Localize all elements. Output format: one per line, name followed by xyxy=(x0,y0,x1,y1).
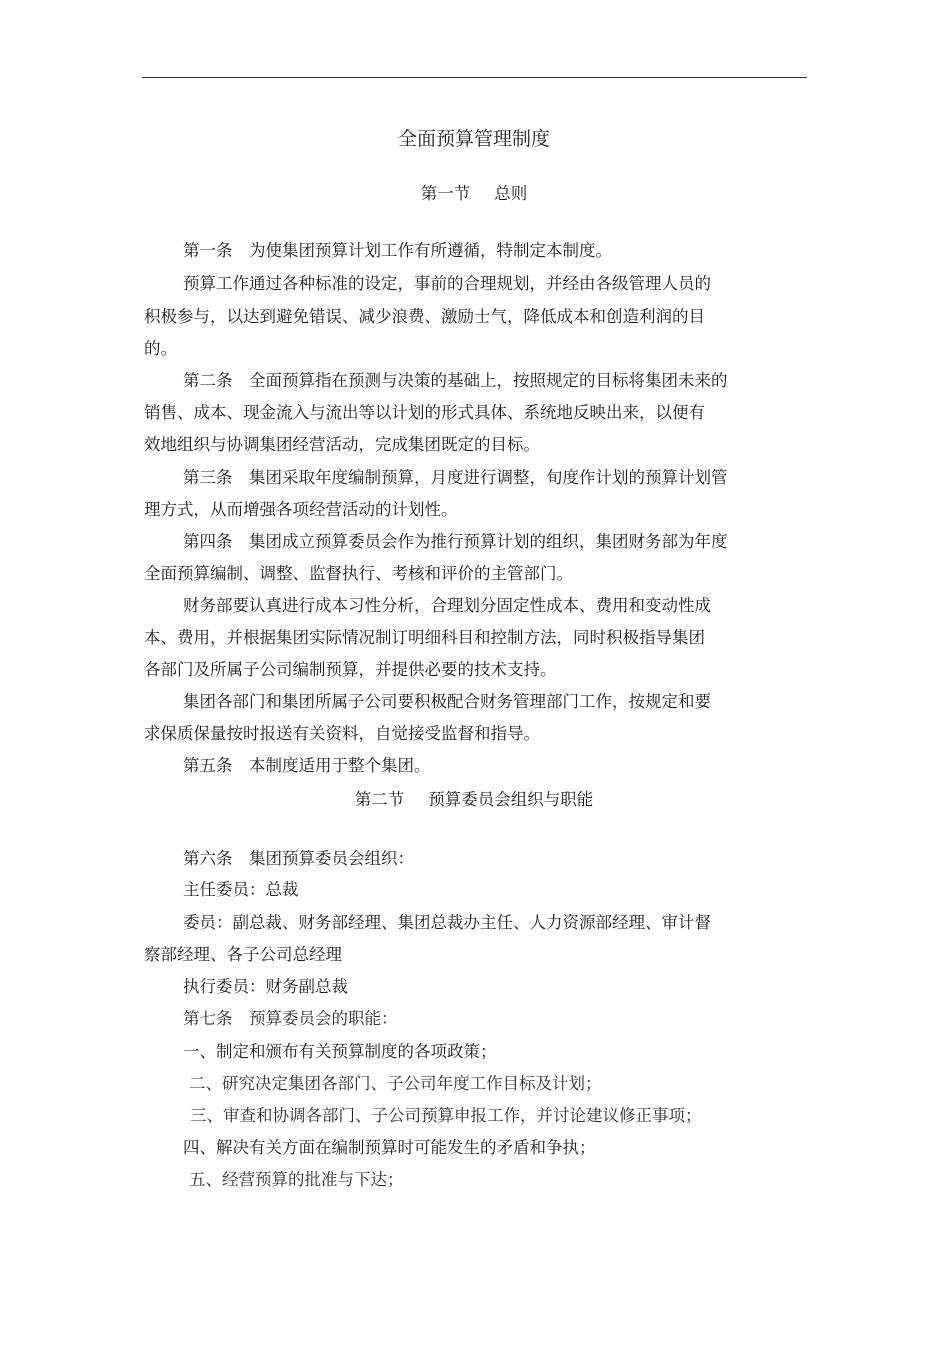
paragraph-line: 第五条 本制度适用于整个集团。 xyxy=(183,756,431,775)
document-title: 全面预算管理制度 xyxy=(397,128,550,150)
paragraph-line: 效地组织与协调集团经营活动，完成集团既定的目标。 xyxy=(144,435,540,454)
section-heading-2 xyxy=(144,789,804,811)
paragraph-line: 销售、成本、现金流入与流出等以计划的形式具体、系统地反映出来，以便有 xyxy=(144,403,705,422)
section-heading-1 xyxy=(144,183,804,205)
paragraph-line: 第二条 全面预算指在预测与决策的基础上，按照规定的目标将集团未来的 xyxy=(183,371,728,390)
list-item: 三、审查和协调各部门、子公司预算申报工作，并讨论建议修正事项； xyxy=(190,1106,702,1125)
paragraph-line: 第三条 集团采取年度编制预算，月度进行调整，旬度作计划的预算计划管 xyxy=(183,468,728,487)
paragraph-line: 全面预算编制、调整、监督执行、考核和评价的主管部门。 xyxy=(144,564,573,583)
section-number: 第一节 xyxy=(420,184,471,203)
paragraph-line: 预算工作通过各种标准的设定，事前的合理规划，并经由各级管理人员的 xyxy=(183,274,711,293)
header-rule xyxy=(142,77,807,78)
paragraph-line: 积极参与，以达到避免错误、减少浪费、激励士气，降低成本和创造利润的目 xyxy=(144,307,705,326)
paragraph-line: 本、费用，并根据集团实际情况制订明细科目和控制方法，同时积极指导集团 xyxy=(144,628,705,647)
paragraph-line: 第七条 预算委员会的职能： xyxy=(183,1009,398,1028)
list-item: 二、研究决定集团各部门、子公司年度工作目标及计划； xyxy=(189,1074,602,1093)
paragraph-line: 第六条 集团预算委员会组织： xyxy=(183,849,414,868)
paragraph-line: 第一条 为使集团预算计划工作有所遵循，特制定本制度。 xyxy=(183,241,612,260)
paragraph-line: 委员：副总裁、财务部经理、集团总裁办主任、人力资源部经理、审计督 xyxy=(183,913,711,932)
section-number: 第二节 xyxy=(354,790,405,809)
paragraph-line: 求保质保量按时报送有关资料，自觉接受监督和指导。 xyxy=(144,724,540,743)
paragraph-line: 执行委员：财务副总裁 xyxy=(183,977,348,996)
section-name: 总则 xyxy=(494,184,528,203)
paragraph-line: 主任委员：总裁 xyxy=(183,880,299,899)
list-item: 一、制定和颁布有关预算制度的各项政策； xyxy=(183,1042,497,1061)
paragraph-line: 察部经理、各子公司总经理 xyxy=(144,945,342,964)
paragraph-line: 的。 xyxy=(144,339,177,358)
list-item: 四、解决有关方面在编制预算时可能发生的矛盾和争执； xyxy=(183,1138,596,1157)
paragraph-line: 集团各部门和集团所属子公司要积极配合财务管理部门工作，按规定和要 xyxy=(183,692,711,711)
section-name: 预算委员会组织与职能 xyxy=(428,790,594,809)
paragraph-line: 财务部要认真进行成本习性分析，合理划分固定性成本、费用和变动性成 xyxy=(183,596,711,615)
list-item: 五、经营预算的批准与下达； xyxy=(189,1170,404,1189)
paragraph-line: 理方式，从而增强各项经营活动的计划性。 xyxy=(144,500,458,519)
paragraph-line: 第四条 集团成立预算委员会作为推行预算计划的组织，集团财务部为年度 xyxy=(183,532,728,551)
paragraph-line: 各部门及所属子公司编制预算，并提供必要的技术支持。 xyxy=(144,660,557,679)
